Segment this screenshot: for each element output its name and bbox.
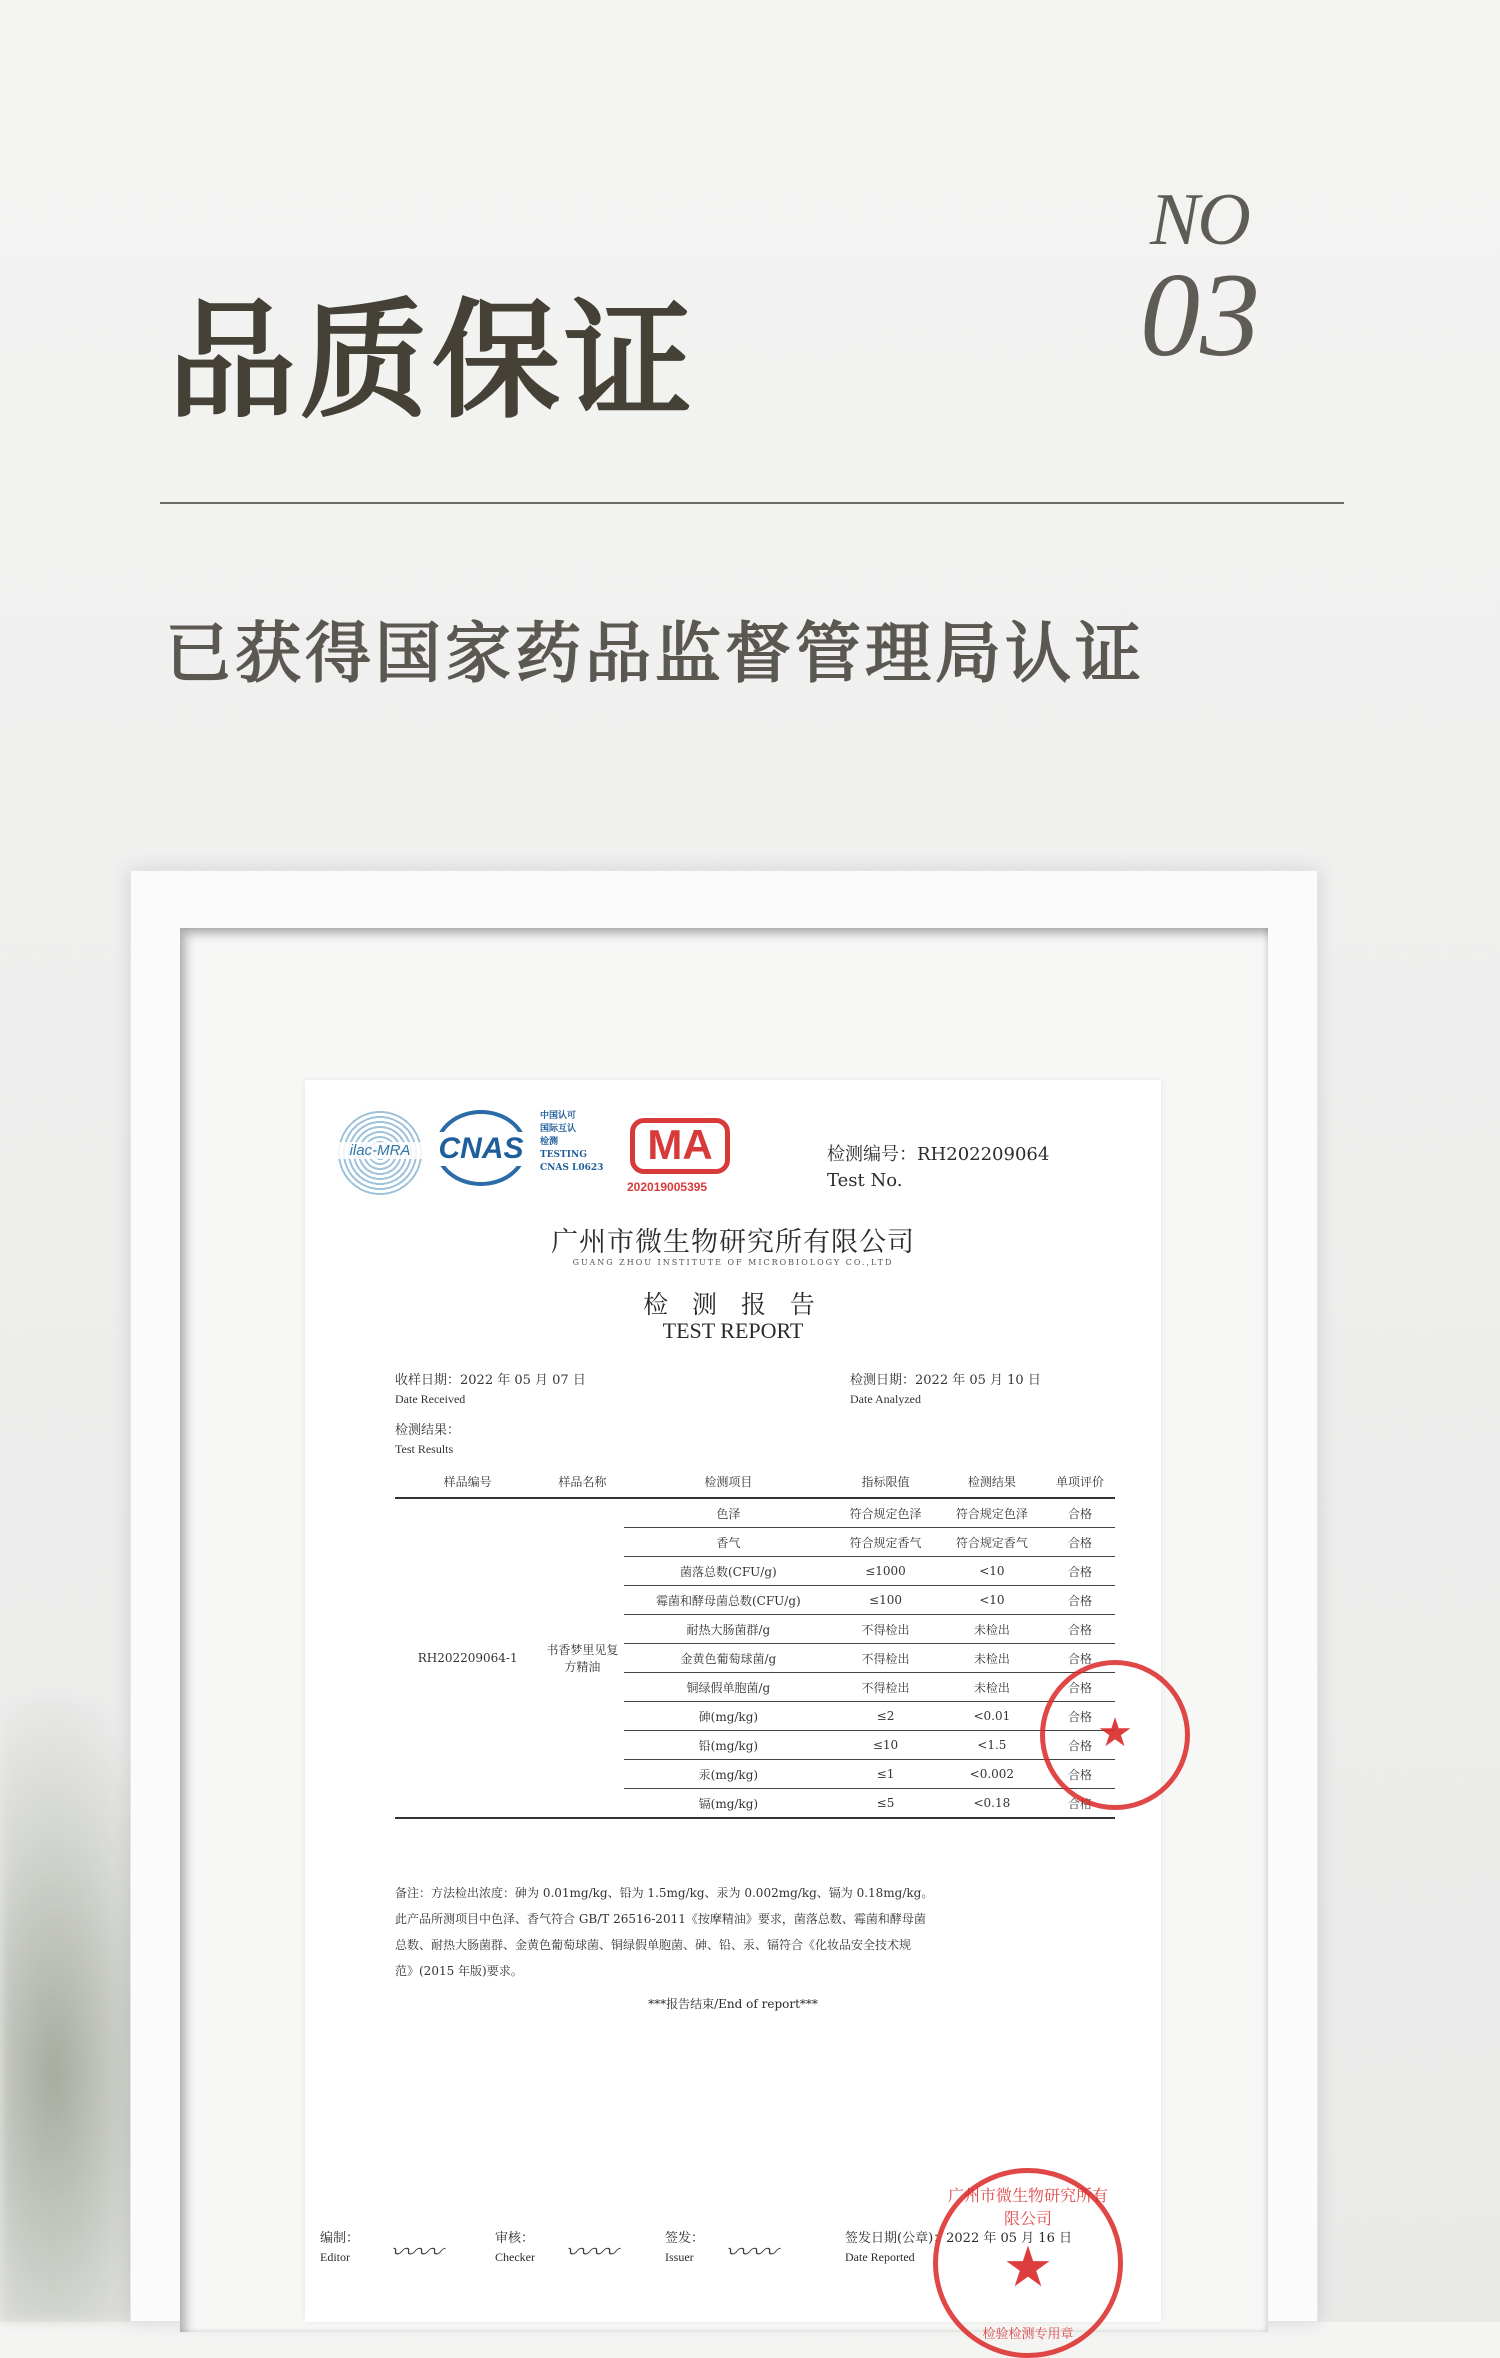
cell-limit: ≤1000	[832, 1557, 938, 1586]
column-header: 指标限值	[832, 1465, 938, 1498]
cell-limit: ≤1	[832, 1760, 938, 1789]
page-subtitle: 已获得国家药品监督管理局认证	[165, 615, 1145, 692]
cell-limit: ≤5	[832, 1789, 938, 1819]
issuer-label: 签发： Issuer	[665, 2231, 705, 2264]
cell-item: 色泽	[624, 1498, 832, 1528]
report-notes: 备注：方法检出浓度：砷为 0.01mg/kg、铅为 1.5mg/kg、汞为 0.002mg/kg、镉为 0.18mg/kg。 此产品所测项目中色泽、香气符合 GB/T 26516-2011《按摩精油》要求，菌落总数、霉菌和酵母菌 总数、耐热大肠菌群、金黄色葡萄球菌、铜绿假单胞菌、砷、铅、汞、镉符合《化妆品安全技术规 范》(2015 年版)要求。	[395, 1886, 934, 1978]
cell-limit: 符合规定色泽	[832, 1498, 938, 1528]
cell-limit: 不得检出	[832, 1615, 938, 1644]
section-no-label: NO	[1150, 179, 1249, 261]
cell-eval: 合格	[1045, 1673, 1115, 1702]
column-header: 检测结果	[939, 1465, 1045, 1498]
column-header: 样品名称	[540, 1465, 624, 1498]
cell-result: 未检出	[939, 1615, 1045, 1644]
cell-limit: ≤10	[832, 1731, 938, 1760]
table-row	[395, 1498, 1115, 1528]
divider	[160, 502, 1344, 504]
cell-item: 铅(mg/kg)	[624, 1731, 832, 1760]
report-title: 检 测 报 告	[643, 1290, 823, 1319]
date-analyzed: 检测日期：2022 年 05 月 10 日 Date Analyzed	[850, 1373, 1041, 1406]
cell-result: 符合规定香气	[939, 1528, 1045, 1557]
cnas-caption: 中国认可 国际互认 检测 TESTING CNAS L0623	[540, 1111, 604, 1173]
cell-eval: 合格	[1045, 1760, 1115, 1789]
cell-result: <0.18	[939, 1789, 1045, 1819]
checker-signature: 〰〰	[561, 2238, 620, 2268]
cell-limit: 不得检出	[832, 1644, 938, 1673]
cell-result: <0.002	[939, 1760, 1045, 1789]
results-table	[395, 1465, 1115, 1819]
official-seal-stamp: 广州市微生物研究所有限公司 ★ 检验检测专用章	[933, 2168, 1123, 2358]
cell-result: 未检出	[939, 1673, 1045, 1702]
section-number: 03	[1140, 248, 1260, 381]
editor-label: 编制： Editor	[320, 2231, 360, 2264]
cnas-logo: CNAS	[435, 1110, 527, 1186]
page-title: 品质保证	[168, 286, 697, 436]
cell-result: 未检出	[939, 1644, 1045, 1673]
cell-limit: 不得检出	[832, 1673, 938, 1702]
cell-result: 符合规定色泽	[939, 1498, 1045, 1528]
cell-item: 金黄色葡萄球菌/g	[624, 1644, 832, 1673]
cell-limit: ≤2	[832, 1702, 938, 1731]
cell-result: <0.01	[939, 1702, 1045, 1731]
cell-eval: 合格	[1045, 1731, 1115, 1760]
test-number: 检测编号：RH202209064 Test No.	[827, 1144, 1050, 1191]
cell-result: <10	[939, 1586, 1045, 1615]
ilac-mra-logo: ilac-MRA	[335, 1108, 425, 1198]
cell-limit: 符合规定香气	[832, 1528, 938, 1557]
cell-item: 耐热大肠菌群/g	[624, 1615, 832, 1644]
institute-name-en: GUANG ZHOU INSTITUTE OF MICROBIOLOGY CO.,LTD	[572, 1258, 894, 1267]
cma-logo: MA	[630, 1118, 730, 1174]
cell-item: 菌落总数(CFU/g)	[624, 1557, 832, 1586]
cell-eval: 合格	[1045, 1644, 1115, 1673]
cell-result: <1.5	[939, 1731, 1045, 1760]
sample-id-cell: RH202209064-1	[395, 1498, 540, 1818]
cell-item: 铜绿假单胞菌/g	[624, 1673, 832, 1702]
cell-item: 汞(mg/kg)	[624, 1760, 832, 1789]
red-seal-stamp: ★	[1040, 1660, 1190, 1810]
cell-eval: 合格	[1045, 1586, 1115, 1615]
institute-name: 广州市微生物研究所有限公司	[551, 1227, 915, 1258]
cma-number: 202019005395	[627, 1180, 708, 1194]
column-header: 检测项目	[624, 1465, 832, 1498]
cell-eval: 合格	[1045, 1528, 1115, 1557]
test-results-label: 检测结果： Test Results	[395, 1423, 461, 1456]
cell-eval: 合格	[1045, 1557, 1115, 1586]
cell-eval: 合格	[1045, 1789, 1115, 1819]
cell-limit: ≤100	[832, 1586, 938, 1615]
test-report-document	[305, 1080, 1161, 2342]
cell-eval: 合格	[1045, 1702, 1115, 1731]
column-header: 样品编号	[395, 1465, 540, 1498]
issuer-signature: 〰〰	[721, 2238, 780, 2268]
cell-eval: 合格	[1045, 1498, 1115, 1528]
column-header: 单项评价	[1045, 1465, 1115, 1498]
checker-label: 审核： Checker	[495, 2231, 535, 2264]
cell-item: 镉(mg/kg)	[624, 1789, 832, 1819]
cell-item: 香气	[624, 1528, 832, 1557]
report-title-en: TEST REPORT	[662, 1318, 804, 1343]
date-reported: 签发日期(公章)：2022 年 05 月 16 日 Date Reported	[845, 2231, 1072, 2264]
sample-name-cell: 书香梦里见复方精油	[540, 1498, 624, 1818]
end-of-report: ***报告结束/End of report***	[648, 1997, 818, 2011]
date-received: 收样日期：2022 年 05 月 07 日 Date Received	[395, 1373, 586, 1406]
editor-signature: 〰〰	[386, 2238, 445, 2268]
cell-result: <10	[939, 1557, 1045, 1586]
cell-item: 砷(mg/kg)	[624, 1702, 832, 1731]
cell-eval: 合格	[1045, 1615, 1115, 1644]
cell-item: 霉菌和酵母菌总数(CFU/g)	[624, 1586, 832, 1615]
